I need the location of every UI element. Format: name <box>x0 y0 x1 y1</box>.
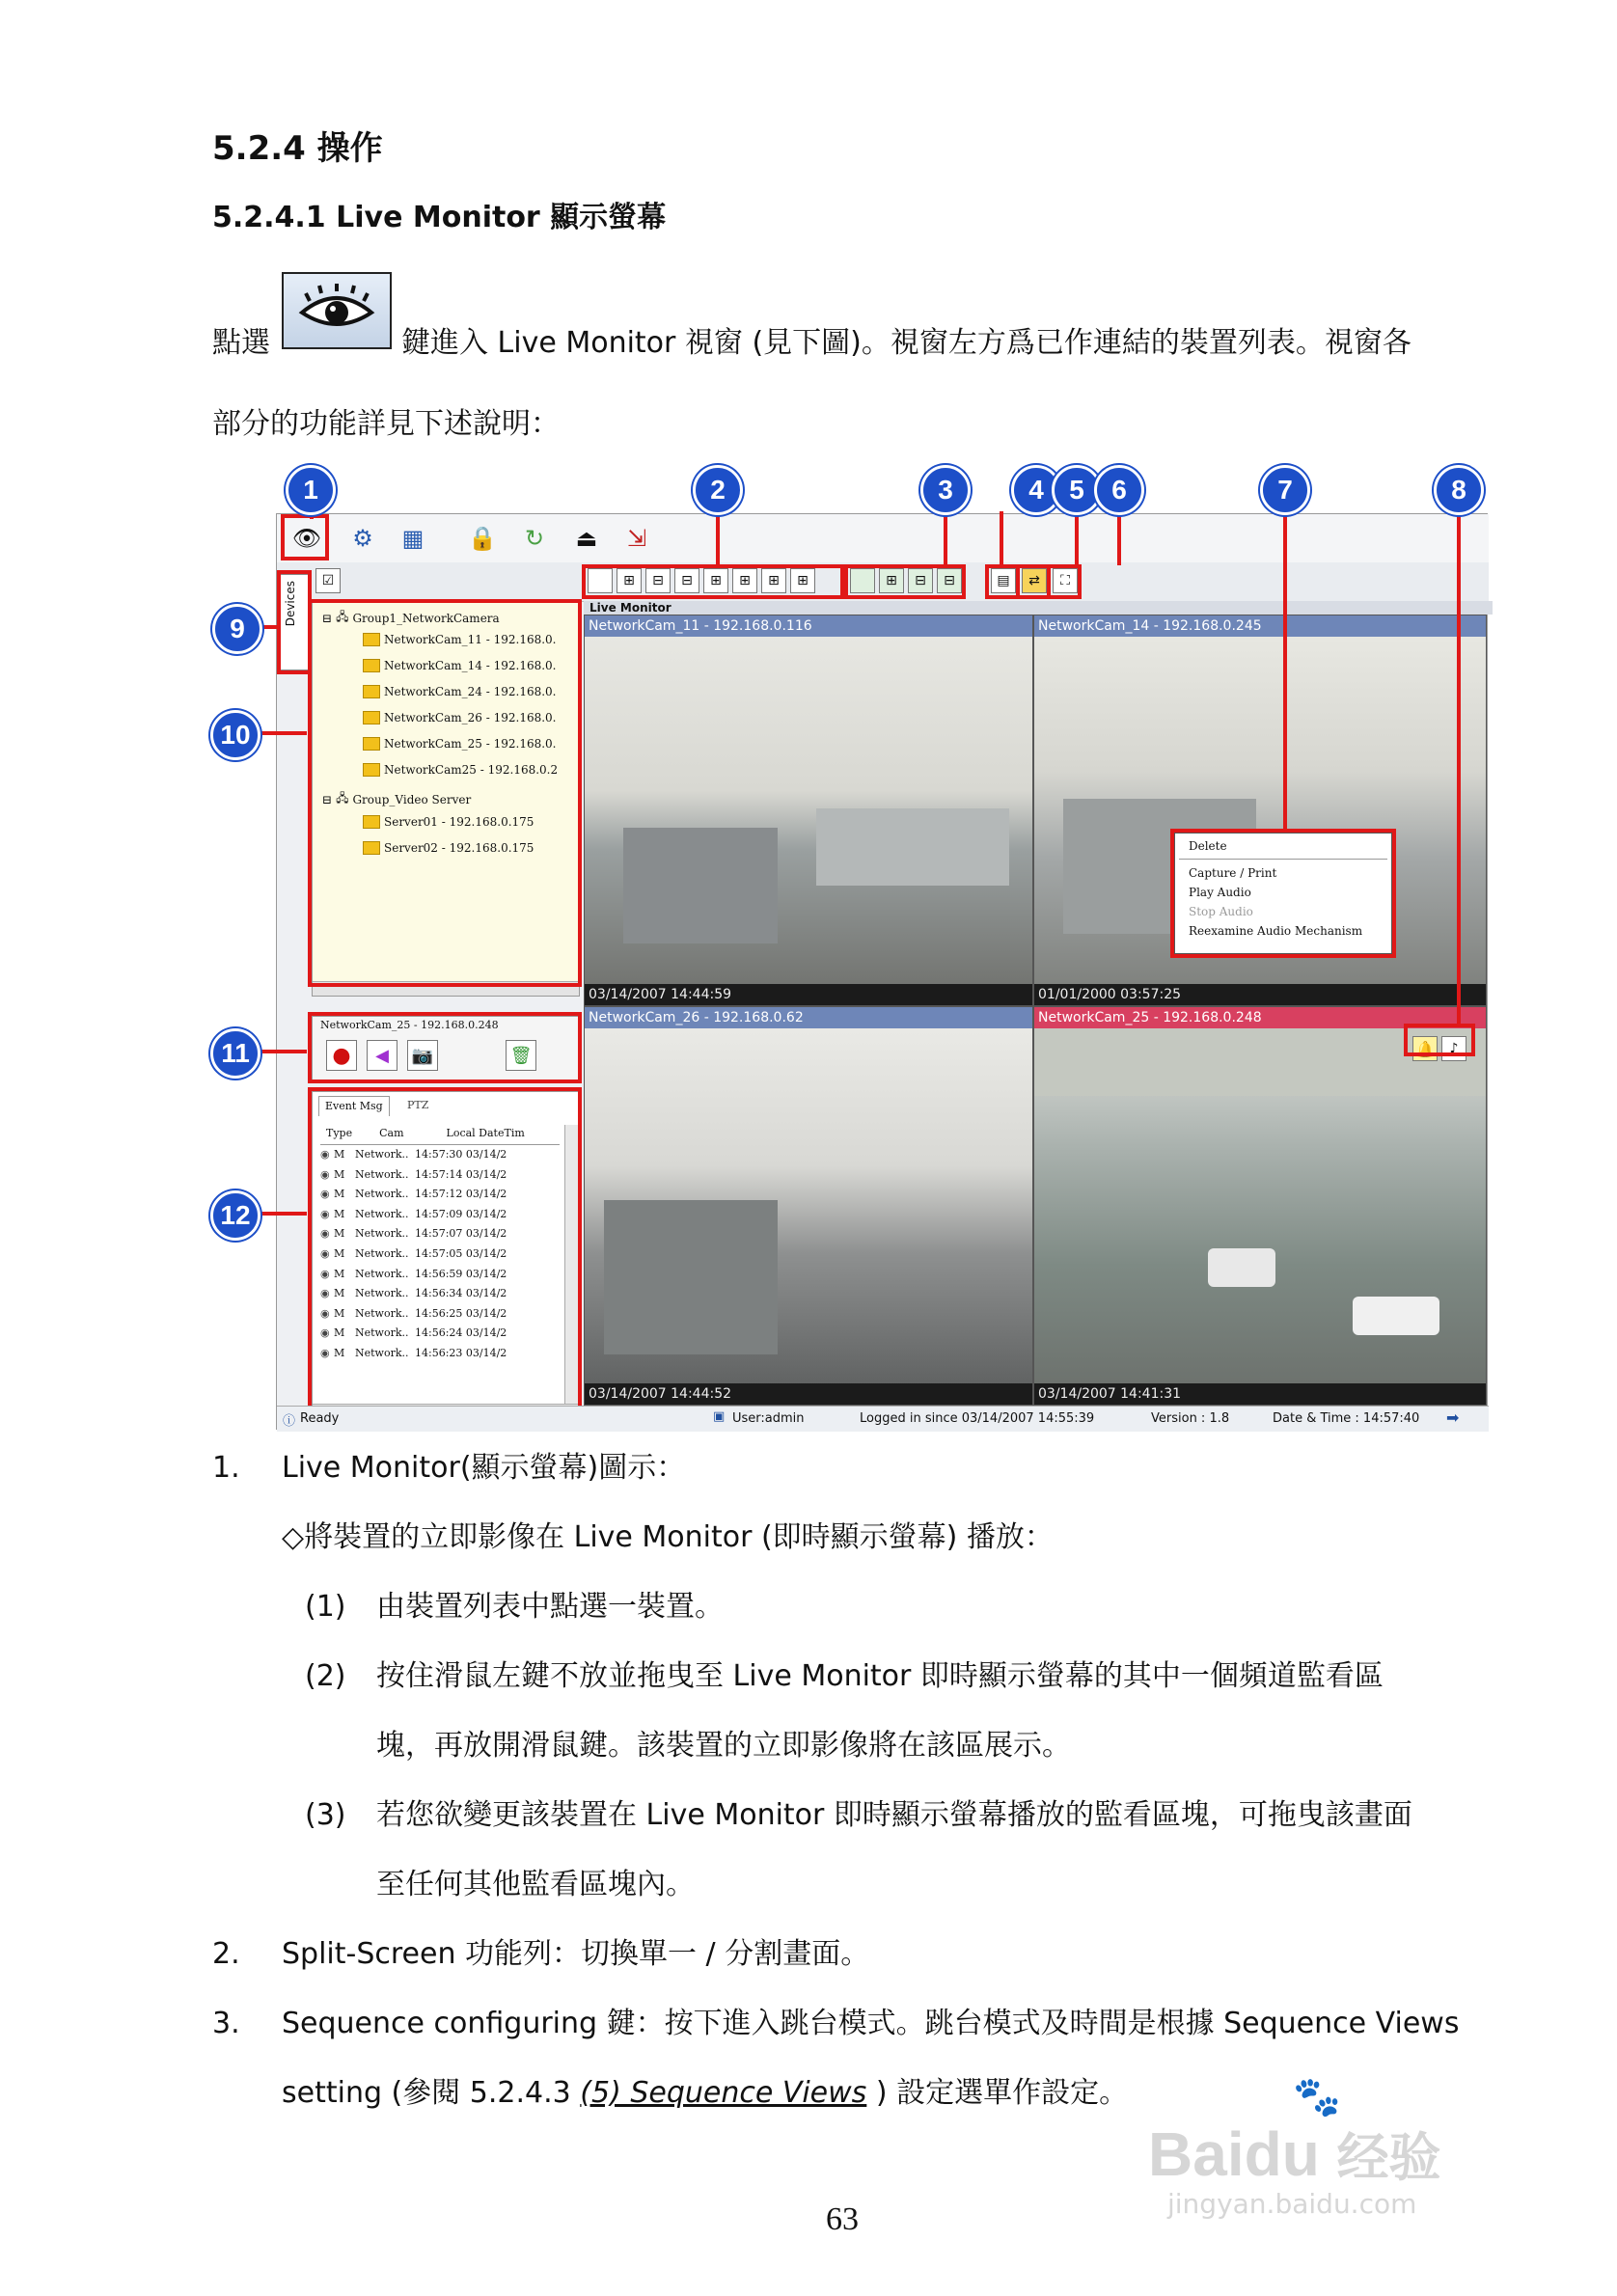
page-number: 63 <box>826 2201 859 2237</box>
network-icon: 🖧 <box>336 610 349 623</box>
status-logged: Logged in since 03/14/2007 14:55:39 <box>860 1411 1095 1426</box>
tree-group-1[interactable]: ⊟ 🖧 Group1_NetworkCamera <box>322 608 500 628</box>
callout-box-3 <box>844 564 966 599</box>
trash-icon[interactable]: 🗑 <box>506 1040 536 1071</box>
fullscreen-icon[interactable]: ⛶ <box>1053 568 1078 593</box>
step-text: 若您欲變更該裝置在 Live Monitor 即時顯示螢幕播放的監看區塊，可拖曳該畫面 <box>376 1798 1412 1832</box>
spacer <box>647 609 649 611</box>
leader-line-6 <box>1117 511 1121 565</box>
motion-event-icon: ◉ <box>320 1207 330 1220</box>
event-cell: Network.. <box>355 1347 409 1359</box>
event-cell: 14:56:24 03/14/2 <box>415 1326 507 1340</box>
video-title: NetworkCam_14 - 192.168.0.245 <box>1034 615 1486 637</box>
office-partition <box>623 828 778 943</box>
menu-play-audio[interactable]: Play Audio <box>1189 886 1251 899</box>
menu-delete[interactable]: Delete <box>1189 839 1227 853</box>
callout-box-7 <box>1170 829 1396 958</box>
event-cell: Network.. <box>355 1306 409 1320</box>
tab-ptz[interactable]: PTZ <box>407 1099 429 1111</box>
tree-group-2[interactable]: ⊟ 🖧 Group_Video Server <box>322 789 471 809</box>
list-item-3b: setting (參閱 5.2.4.3 (5) Sequence Views ) 設定選單作設定。 <box>282 2076 1129 2110</box>
event-cell: 14:57:12 03/14/2 <box>415 1188 507 1201</box>
sequence-run-icon[interactable]: ⇄ <box>1022 568 1047 593</box>
callout-4: 4 <box>1011 465 1061 515</box>
callout-box-2 <box>582 564 844 599</box>
motion-event-icon: ◉ <box>320 1227 330 1241</box>
sequence-views-link[interactable]: (5) Sequence Views <box>580 2076 867 2110</box>
motion-event-icon: ◉ <box>320 1247 330 1260</box>
record-icon[interactable]: ● <box>326 1040 357 1071</box>
status-datetime: Date & Time : 14:57:40 <box>1273 1411 1420 1426</box>
audio-icon[interactable]: ♪ <box>1441 1036 1466 1061</box>
video-channel-1[interactable] <box>584 615 1033 1006</box>
step-num: (3) <box>305 1798 346 1832</box>
motion-event-icon: ◉ <box>320 1148 330 1161</box>
event-cell: M <box>334 1247 345 1260</box>
speaker-icon[interactable]: ◀ <box>367 1040 397 1071</box>
event-cell: Network.. <box>355 1188 409 1201</box>
event-cell: Network.. <box>355 1247 409 1260</box>
watermark-url: jingyan.baidu.com <box>1167 2188 1417 2220</box>
logout-icon[interactable]: ⏏ <box>575 525 598 552</box>
step-text: 按住滑鼠左鍵不放並拖曳至 Live Monitor 即時顯示螢幕的其中一個頻道監看區 <box>376 1659 1384 1693</box>
lock-icon[interactable]: 🔒 <box>468 525 497 552</box>
menu-stop-audio: Stop Audio <box>1189 905 1253 918</box>
callout-box-11 <box>308 1012 582 1083</box>
video-timestamp: 03/14/2007 14:44:52 <box>585 1383 1032 1405</box>
event-cell: 14:56:23 03/14/2 <box>415 1347 507 1359</box>
event-cell: M <box>334 1347 345 1359</box>
refresh-icon[interactable]: ↻ <box>524 525 545 552</box>
intro-after-icon: 鍵進入 Live Monitor 視窗 (見下圖)。視窗左方爲已作連結的裝置列表。視窗各 <box>401 326 1411 360</box>
event-cell: 14:57:05 03/14/2 <box>415 1247 507 1260</box>
arrow-right-icon[interactable]: ➡ <box>1446 1408 1460 1427</box>
callout-9: 9 <box>212 604 262 654</box>
step-num: (1) <box>305 1590 346 1624</box>
subsection-heading: 5.2.4.1 Live Monitor 顯示螢幕 <box>212 201 667 234</box>
tree-cam-4[interactable]: NetworkCam_25 - 192.168.0. <box>363 737 556 751</box>
intro-before-icon: 點選 <box>212 326 270 360</box>
event-cell: Network.. <box>355 1267 409 1280</box>
list-num-3: 3. <box>212 2007 240 2040</box>
event-header: Type Cam Local DateTim <box>320 1127 560 1145</box>
event-cell: Network.. <box>355 1148 409 1161</box>
user-icon: ▣ <box>713 1409 726 1424</box>
callout-5: 5 <box>1052 465 1102 515</box>
event-cell: 14:57:30 03/14/2 <box>415 1148 507 1161</box>
event-cell: 14:57:09 03/14/2 <box>415 1207 507 1220</box>
leader-line-4 <box>1000 511 1003 565</box>
seq-6-icon[interactable]: ⊟ <box>908 568 933 593</box>
seq-9-icon[interactable]: ⊟ <box>937 568 962 593</box>
camera-setup-icon[interactable]: ⚙ <box>352 525 373 552</box>
callout-box-8 <box>1404 1024 1475 1056</box>
event-cell: M <box>334 1227 345 1241</box>
list-item-2: Split-Screen 功能列：切換單一 / 分割畫面。 <box>282 1937 870 1971</box>
tree-server-1[interactable]: Server02 - 192.168.0.175 <box>363 841 534 855</box>
callout-3: 3 <box>920 465 971 515</box>
event-cell: Network.. <box>355 1287 409 1300</box>
event-cell: 14:56:34 03/14/2 <box>415 1287 507 1300</box>
leader-line-5 <box>1075 511 1079 565</box>
exit-icon[interactable]: ⇲ <box>626 525 647 552</box>
event-cell: M <box>334 1188 345 1201</box>
tree-cam-5[interactable]: NetworkCam25 - 192.168.0.2 <box>363 763 558 777</box>
cam-panel-title: NetworkCam_25 - 192.168.0.248 <box>320 1019 499 1031</box>
device-toggle-icon[interactable]: ☑ <box>315 568 341 593</box>
split-10-icon[interactable]: ⊞ <box>732 568 757 593</box>
seq-4-icon[interactable]: ⊞ <box>879 568 904 593</box>
split-4-icon[interactable]: ⊞ <box>617 568 642 593</box>
step-num: (2) <box>305 1659 346 1693</box>
eye-icon <box>296 284 377 338</box>
split-13-icon[interactable]: ⊞ <box>761 568 786 593</box>
watermark-brand: Baidu 经验 <box>1148 2119 1441 2189</box>
tree-server-0[interactable]: Server01 - 192.168.0.175 <box>363 815 534 829</box>
callout-6: 6 <box>1094 465 1144 515</box>
callout-12: 12 <box>210 1190 260 1241</box>
info-icon: ⓘ <box>283 1414 296 1429</box>
list-item-1: Live Monitor(顯示螢幕)圖示： <box>282 1451 686 1485</box>
network-icon: 🖧 <box>336 791 349 805</box>
live-monitor-label: Live Monitor <box>584 601 1493 615</box>
video-timestamp: 03/14/2007 14:44:59 <box>585 984 1032 1005</box>
event-cell: M <box>334 1326 345 1340</box>
video-title: NetworkCam_11 - 192.168.0.116 <box>585 615 1032 637</box>
callout-7: 7 <box>1260 465 1310 515</box>
leader-line-3 <box>944 511 947 565</box>
event-cell: M <box>334 1287 345 1300</box>
status-ready: Ready <box>300 1411 340 1426</box>
tab-event-msg[interactable]: Event Msg <box>318 1096 390 1116</box>
sequence-config-icon[interactable]: ▤ <box>991 568 1016 593</box>
callout-1: 1 <box>286 465 336 515</box>
motion-event-icon: ◉ <box>320 1326 330 1340</box>
status-bar <box>277 1406 1489 1432</box>
office-partition <box>604 1200 778 1354</box>
car <box>1353 1297 1439 1335</box>
menu-capture-print[interactable]: Capture / Print <box>1189 866 1277 880</box>
section-heading: 5.2.4 操作 <box>212 129 383 168</box>
baidu-watermark <box>1148 2074 1544 2219</box>
video-channel-3[interactable] <box>584 1006 1033 1406</box>
list-item-1-sub: ◇將裝置的立即影像在 Live Monitor (即時顯示螢幕) 播放： <box>282 1520 1054 1554</box>
video-channel-4[interactable] <box>1033 1006 1487 1406</box>
paw-icon: 🐾 <box>1293 2075 1341 2119</box>
split-16-icon[interactable]: ⊞ <box>790 568 815 593</box>
callout-box-1 <box>281 514 329 560</box>
video-timestamp: 01/01/2000 03:57:25 <box>1034 984 1486 1005</box>
motion-event-icon: ◉ <box>320 1306 330 1320</box>
motion-event-icon: ◉ <box>320 1287 330 1300</box>
event-cell: 14:56:59 03/14/2 <box>415 1267 507 1280</box>
event-cell: M <box>334 1207 345 1220</box>
event-cell: M <box>334 1167 345 1181</box>
eye-icon[interactable]: 👁 <box>291 525 322 552</box>
tree-cam-1[interactable]: NetworkCam_14 - 192.168.0. <box>363 659 556 672</box>
split-6-icon[interactable]: ⊟ <box>645 568 671 593</box>
event-cell: Network.. <box>355 1326 409 1340</box>
event-cell: 14:57:07 03/14/2 <box>415 1227 507 1241</box>
alarm-bell-icon[interactable]: 🔔 <box>1412 1036 1438 1061</box>
office-desk <box>816 808 1009 886</box>
leader-line-11 <box>259 1050 307 1053</box>
video-title: NetworkCam_26 - 192.168.0.62 <box>585 1007 1032 1028</box>
devices-tab-label: Devices <box>284 581 297 627</box>
live-monitor-eye-button[interactable] <box>282 272 392 349</box>
leader-line-2 <box>716 511 720 565</box>
callout-10: 10 <box>210 710 260 760</box>
event-cell: 14:57:14 03/14/2 <box>415 1167 507 1181</box>
event-cell: M <box>334 1267 345 1280</box>
menu-reexamine-audio[interactable]: Reexamine Audio Mechanism <box>1189 924 1363 938</box>
leader-line-7 <box>1283 511 1287 830</box>
main-toolbar <box>277 514 1489 563</box>
list-num-2: 2. <box>212 1937 240 1971</box>
event-cell: 14:56:25 03/14/2 <box>415 1306 507 1320</box>
list-item-3: Sequence configuring 鍵：按下進入跳台模式。跳台模式及時間是根據 Sequence Views <box>282 2007 1460 2040</box>
callout-box-4 <box>985 564 1020 599</box>
event-cell: Network.. <box>355 1167 409 1181</box>
split-8-icon[interactable]: ⊟ <box>674 568 699 593</box>
callout-2: 2 <box>693 465 743 515</box>
list-num-1: 1. <box>212 1451 240 1485</box>
playback-icon[interactable]: ▦ <box>401 525 425 552</box>
step-text: 由裝置列表中點選一裝置。 <box>376 1590 724 1624</box>
tree-cam-2[interactable]: NetworkCam_24 - 192.168.0. <box>363 685 556 698</box>
leader-line-12 <box>259 1212 307 1216</box>
snapshot-icon[interactable]: 📷 <box>407 1040 438 1071</box>
callout-box-9 <box>277 570 312 674</box>
video-timestamp: 03/14/2007 14:41:31 <box>1034 1383 1486 1405</box>
callout-box-5 <box>1016 564 1051 599</box>
event-cell: M <box>334 1148 345 1161</box>
step-text: 塊，再放開滑鼠鍵。該裝置的立即影像將在該區展示。 <box>376 1729 1071 1763</box>
motion-event-icon: ◉ <box>320 1188 330 1201</box>
callout-11: 11 <box>210 1028 260 1079</box>
intro-line2: 部分的功能詳見下述說明： <box>212 407 560 441</box>
callout-box-6 <box>1047 564 1082 599</box>
callout-box-12 <box>308 1087 582 1421</box>
leader-line-8 <box>1457 511 1461 1025</box>
step-text: 至任何其他監看區塊內。 <box>376 1868 695 1901</box>
car <box>1208 1248 1275 1287</box>
video-title: NetworkCam_25 - 192.168.0.248 <box>1034 1007 1486 1028</box>
motion-event-icon: ◉ <box>320 1347 330 1359</box>
tree-cam-0[interactable]: NetworkCam_11 - 192.168.0. <box>363 633 556 646</box>
status-user: User:admin <box>732 1411 805 1426</box>
motion-event-icon: ◉ <box>320 1167 330 1181</box>
event-cell: M <box>334 1306 345 1320</box>
event-cell: Network.. <box>355 1207 409 1220</box>
event-cell: Network.. <box>355 1227 409 1241</box>
callout-box-10 <box>308 599 582 987</box>
status-version: Version : 1.8 <box>1151 1411 1230 1426</box>
live-monitor-screenshot <box>276 513 1488 1430</box>
motion-event-icon: ◉ <box>320 1267 330 1280</box>
callout-8: 8 <box>1434 465 1484 515</box>
leader-line-10 <box>259 731 307 735</box>
split-9-icon[interactable]: ⊞ <box>703 568 728 593</box>
tree-cam-3[interactable]: NetworkCam_26 - 192.168.0. <box>363 711 556 724</box>
